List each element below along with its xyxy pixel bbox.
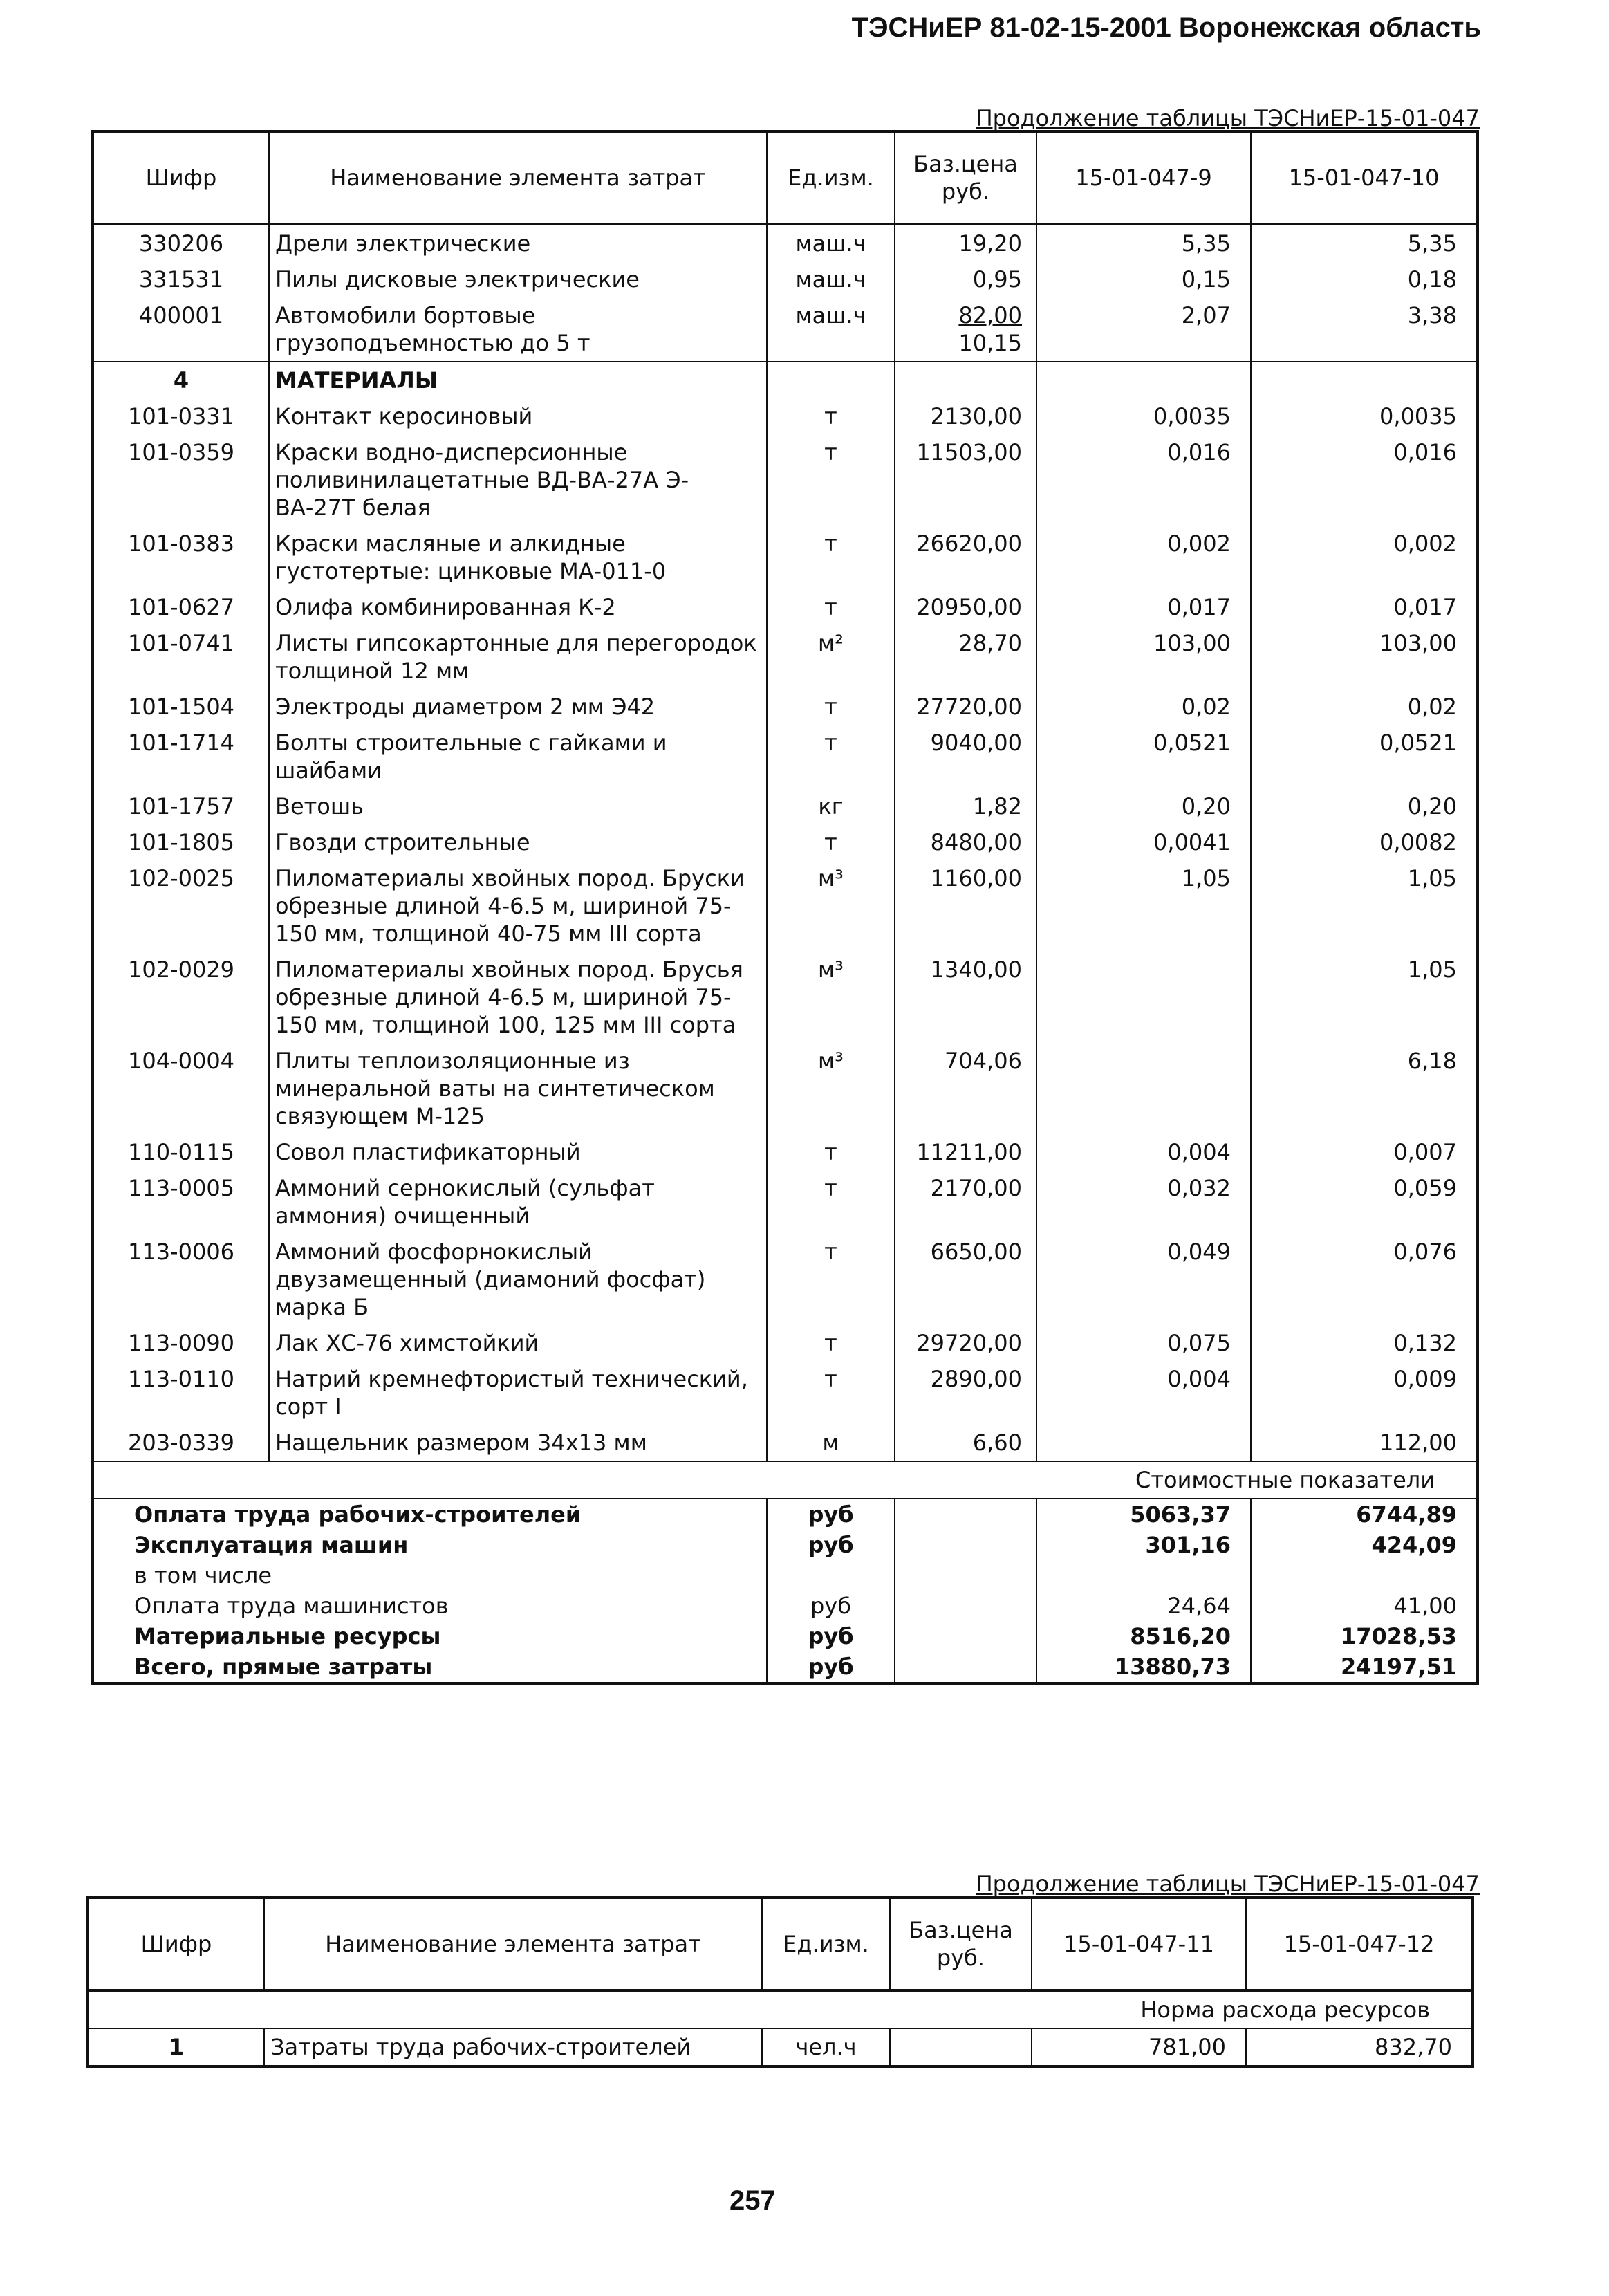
cost-caption: Стоимостные показатели (93, 1461, 1478, 1499)
row-price: 11503,00 (895, 434, 1036, 526)
table-continuation-label: Продолжение таблицы ТЭСНиЕР-15-01-047 (976, 105, 1480, 131)
table-row (93, 788, 1478, 824)
cost-price (895, 1591, 1036, 1621)
row-name: Пиломатериалы хвойных пород. Бруски обрезные длиной 4-6.5 м, шириной 75-150 мм, толщиной 40-75 мм III сорта (269, 860, 767, 952)
row-value-b: 0,20 (1251, 788, 1478, 824)
row-value-b: 6,18 (1251, 1043, 1478, 1134)
row-value-a: 0,032 (1036, 1170, 1251, 1234)
table-row (93, 398, 1478, 434)
header-name: Наименование элемента затрат (264, 1898, 762, 1990)
row-value-a: 0,0035 (1036, 398, 1251, 434)
row-unit: м³ (767, 860, 895, 952)
cost-unit: руб (767, 1621, 895, 1651)
table-row (93, 434, 1478, 526)
cost-row (93, 1651, 1478, 1683)
cost-value-b: 24197,51 (1340, 1654, 1457, 1680)
row-code: 101-0359 (93, 434, 269, 526)
row-value-b: 1,05 (1251, 860, 1478, 952)
cost-label: Оплата труда рабочих-строителей (93, 1499, 767, 1530)
row-value-a (1036, 952, 1251, 1043)
row-code: 113-0005 (93, 1170, 269, 1234)
row-price: 28,70 (895, 625, 1036, 689)
row-name: Автомобили бортовые грузоподъемностью до 5 т (269, 297, 767, 362)
row-value-a: 0,20 (1036, 788, 1251, 824)
row-unit: т (767, 434, 895, 526)
row-name: Электроды диаметром 2 мм Э42 (269, 689, 767, 725)
cost-label: Оплата труда машинистов (93, 1591, 767, 1621)
row-name: Пиломатериалы хвойных пород. Брусья обрезные длиной 4-6.5 м, шириной 75-150 мм, толщиной 100, 125 мм III сорта (269, 952, 767, 1043)
row-value-a: 0,0041 (1036, 824, 1251, 860)
norm-caption-row (88, 1990, 1473, 2028)
resource-table-2 (86, 1896, 1474, 2068)
table-row (93, 689, 1478, 725)
row-price: 2890,00 (895, 1361, 1036, 1425)
row-value-b: 112,00 (1251, 1425, 1478, 1461)
cost-price (895, 1530, 1036, 1560)
table-row (93, 1325, 1478, 1361)
row-code: 203-0339 (93, 1425, 269, 1461)
row-value-b: 0,009 (1251, 1361, 1478, 1425)
header-col-b: 15-01-047-10 (1251, 131, 1478, 224)
row-value-a: 0,016 (1036, 434, 1251, 526)
row-price-secondary: 10,15 (958, 330, 1022, 356)
row-name: Гвозди строительные (269, 824, 767, 860)
document-header: ТЭСНиЕР 81-02-15-2001 Воронежская область (851, 12, 1481, 43)
row-price-main: 82,00 (958, 302, 1022, 328)
row-code: 101-0627 (93, 589, 269, 625)
cost-price (895, 1499, 1036, 1530)
table-row (93, 1043, 1478, 1134)
row-price: 6,60 (895, 1425, 1036, 1461)
cost-label: в том числе (93, 1560, 767, 1591)
cost-price (895, 1651, 1036, 1683)
resource-table (91, 130, 1479, 1685)
row-price: 8480,00 (895, 824, 1036, 860)
row-price (895, 297, 1036, 362)
row-code: 101-1714 (93, 725, 269, 788)
row-code: 101-1504 (93, 689, 269, 725)
row-unit: т (767, 589, 895, 625)
row-code: 104-0004 (93, 1043, 269, 1134)
row-value-a: 0,002 (1036, 526, 1251, 589)
cost-caption-row (93, 1461, 1478, 1499)
header-price: Баз.цена руб. (890, 1898, 1032, 1990)
cost-value-a: 8516,20 (1036, 1621, 1251, 1651)
table-row (93, 224, 1478, 261)
row-value-a (1036, 1043, 1251, 1134)
cost-value-a (1036, 1560, 1251, 1591)
row-name: Затраты труда рабочих-строителей (264, 2028, 762, 2066)
row-unit: т (767, 398, 895, 434)
row-value-a: 103,00 (1036, 625, 1251, 689)
row-unit: м² (767, 625, 895, 689)
cost-row (93, 1591, 1478, 1621)
header-col-a: 15-01-047-11 (1032, 1898, 1246, 1990)
row-price: 1160,00 (895, 860, 1036, 952)
row-code: 1 (88, 2028, 264, 2066)
cost-unit: руб (767, 1651, 895, 1683)
header-col-a: 15-01-047-9 (1036, 131, 1251, 224)
row-value-b: 0,007 (1251, 1134, 1478, 1170)
row-code: 101-1757 (93, 788, 269, 824)
row-unit: маш.ч (767, 224, 895, 261)
cost-unit: руб (767, 1499, 895, 1530)
row-value-a: 5,35 (1036, 224, 1251, 261)
row-unit: м (767, 1425, 895, 1461)
row-price: 2170,00 (895, 1170, 1036, 1234)
row-name: Краски масляные и алкидные густотертые: цинковые МА-011-0 (269, 526, 767, 589)
table-row (93, 860, 1478, 952)
row-value-b: 1,05 (1251, 952, 1478, 1043)
header-name: Наименование элемента затрат (269, 131, 767, 224)
cost-value-a: 13880,73 (1036, 1651, 1251, 1683)
norm-caption: Норма расхода ресурсов (88, 1990, 1473, 2028)
row-value-b: 0,076 (1251, 1234, 1478, 1325)
row-unit: маш.ч (767, 297, 895, 362)
cost-row (93, 1499, 1478, 1530)
header-col-b: 15-01-047-12 (1246, 1898, 1473, 1990)
header-price: Баз.цена руб. (895, 131, 1036, 224)
cost-value-b: 6744,89 (1356, 1501, 1457, 1528)
row-code: 113-0090 (93, 1325, 269, 1361)
cost-label: Эксплуатация машин (93, 1530, 767, 1560)
cost-row (93, 1621, 1478, 1651)
row-unit: т (767, 824, 895, 860)
row-value-a: 0,049 (1036, 1234, 1251, 1325)
row-value-a: 781,00 (1032, 2028, 1246, 2066)
row-price: 1340,00 (895, 952, 1036, 1043)
cost-price (895, 1621, 1036, 1651)
row-value-a: 1,05 (1036, 860, 1251, 952)
cost-row (93, 1530, 1478, 1560)
row-unit: т (767, 1170, 895, 1234)
row-value-a: 0,075 (1036, 1325, 1251, 1361)
row-value-b: 5,35 (1251, 224, 1478, 261)
row-value-a: 0,017 (1036, 589, 1251, 625)
row-price: 9040,00 (895, 725, 1036, 788)
row-name: Олифа комбинированная К-2 (269, 589, 767, 625)
section-title: МАТЕРИАЛЫ (269, 362, 767, 398)
table-row (88, 2028, 1473, 2066)
row-value-a (1036, 1425, 1251, 1461)
cost-value-b (1251, 1560, 1478, 1591)
row-value-b: 0,017 (1251, 589, 1478, 625)
row-price: 19,20 (895, 224, 1036, 261)
row-value-b: 0,0082 (1251, 824, 1478, 860)
row-name: Нащельник размером 34х13 мм (269, 1425, 767, 1461)
section-code: 4 (93, 362, 269, 398)
row-unit: м³ (767, 952, 895, 1043)
row-code: 113-0110 (93, 1361, 269, 1425)
row-value-b: 0,016 (1251, 434, 1478, 526)
row-name: Болты строительные с гайками и шайбами (269, 725, 767, 788)
row-code: 101-0331 (93, 398, 269, 434)
row-code: 110-0115 (93, 1134, 269, 1170)
row-price: 1,82 (895, 788, 1036, 824)
row-code: 101-0741 (93, 625, 269, 689)
row-value-a: 0,004 (1036, 1361, 1251, 1425)
row-code: 330206 (93, 224, 269, 261)
row-name: Плиты теплоизоляционные из минеральной ваты на синтетическом связующем М-125 (269, 1043, 767, 1134)
row-unit: м³ (767, 1043, 895, 1134)
row-value-b: 3,38 (1251, 297, 1478, 362)
row-name: Совол пластификаторный (269, 1134, 767, 1170)
table-row (93, 1425, 1478, 1461)
table-row (93, 297, 1478, 362)
cost-unit: руб (767, 1591, 895, 1621)
table-row (93, 1134, 1478, 1170)
row-price: 704,06 (895, 1043, 1036, 1134)
row-unit: т (767, 1134, 895, 1170)
row-name: Краски водно-дисперсионные поливинилацетатные ВД-ВА-27А Э-ВА-27Т белая (269, 434, 767, 526)
row-name: Натрий кремнефтористый технический, сорт I (269, 1361, 767, 1425)
row-price: 26620,00 (895, 526, 1036, 589)
row-value-b: 0,132 (1251, 1325, 1478, 1361)
row-value-a: 0,02 (1036, 689, 1251, 725)
row-value-b: 832,70 (1246, 2028, 1473, 2066)
row-price: 0,95 (895, 261, 1036, 297)
row-value-b: 0,0521 (1251, 725, 1478, 788)
table-row (93, 589, 1478, 625)
table-row (93, 824, 1478, 860)
cost-value-b: 41,00 (1393, 1593, 1457, 1619)
row-unit: т (767, 526, 895, 589)
row-price: 29720,00 (895, 1325, 1036, 1361)
row-unit: т (767, 689, 895, 725)
table-row (93, 952, 1478, 1043)
row-code: 102-0025 (93, 860, 269, 952)
row-code: 102-0029 (93, 952, 269, 1043)
row-name: Аммоний фосфорнокислый двузамещенный (диамоний фосфат) марка Б (269, 1234, 767, 1325)
table-row (93, 725, 1478, 788)
table-header-row (93, 131, 1478, 224)
header-unit: Ед.изм. (767, 131, 895, 224)
row-code: 400001 (93, 297, 269, 362)
cost-label: Всего, прямые затраты (93, 1651, 767, 1683)
row-price: 20950,00 (895, 589, 1036, 625)
row-price: 27720,00 (895, 689, 1036, 725)
table-row (93, 261, 1478, 297)
cost-value-a: 24,64 (1036, 1591, 1251, 1621)
row-value-b: 0,18 (1251, 261, 1478, 297)
table-row (93, 1361, 1478, 1425)
row-name: Пилы дисковые электрические (269, 261, 767, 297)
row-price: 2130,00 (895, 398, 1036, 434)
cost-label: Материальные ресурсы (93, 1621, 767, 1651)
row-unit: кг (767, 788, 895, 824)
cost-value-a: 5063,37 (1036, 1499, 1251, 1530)
row-value-b: 103,00 (1251, 625, 1478, 689)
header-code: Шифр (88, 1898, 264, 1990)
row-name: Дрели электрические (269, 224, 767, 261)
row-name: Ветошь (269, 788, 767, 824)
row-value-b: 0,059 (1251, 1170, 1478, 1234)
cost-value-b: 17028,53 (1340, 1623, 1457, 1649)
page-number: 257 (729, 2185, 776, 2216)
row-unit: т (767, 1325, 895, 1361)
cost-value-a: 301,16 (1036, 1530, 1251, 1560)
row-name: Лак ХС-76 химстойкий (269, 1325, 767, 1361)
row-name: Аммоний сернокислый (сульфат аммония) очищенный (269, 1170, 767, 1234)
row-unit: маш.ч (767, 261, 895, 297)
cost-price (895, 1560, 1036, 1591)
row-price (890, 2028, 1032, 2066)
cost-unit (767, 1560, 895, 1591)
row-value-a: 2,07 (1036, 297, 1251, 362)
table-row (93, 1234, 1478, 1325)
table-row (93, 625, 1478, 689)
row-value-a: 0,004 (1036, 1134, 1251, 1170)
row-unit: т (767, 1361, 895, 1425)
row-name: Листы гипсокартонные для перегородок толщиной 12 мм (269, 625, 767, 689)
row-value-a: 0,15 (1036, 261, 1251, 297)
row-value-b: 0,02 (1251, 689, 1478, 725)
row-price: 11211,00 (895, 1134, 1036, 1170)
table-header-row (88, 1898, 1473, 1990)
cost-row (93, 1560, 1478, 1591)
row-name: Контакт керосиновый (269, 398, 767, 434)
row-code: 113-0006 (93, 1234, 269, 1325)
table-row (93, 1170, 1478, 1234)
row-code: 101-1805 (93, 824, 269, 860)
row-code: 101-0383 (93, 526, 269, 589)
row-unit: т (767, 1234, 895, 1325)
section-row (93, 362, 1478, 398)
row-price: 6650,00 (895, 1234, 1036, 1325)
row-value-a: 0,0521 (1036, 725, 1251, 788)
row-value-b: 0,0035 (1251, 398, 1478, 434)
table-row (93, 526, 1478, 589)
row-value-b: 0,002 (1251, 526, 1478, 589)
header-unit: Ед.изм. (762, 1898, 890, 1990)
row-code: 331531 (93, 261, 269, 297)
table-continuation-label: Продолжение таблицы ТЭСНиЕР-15-01-047 (976, 1871, 1480, 1897)
cost-value-b: 424,09 (1371, 1532, 1457, 1558)
row-unit: чел.ч (762, 2028, 890, 2066)
row-unit: т (767, 725, 895, 788)
header-code: Шифр (93, 131, 269, 224)
cost-unit: руб (767, 1530, 895, 1560)
